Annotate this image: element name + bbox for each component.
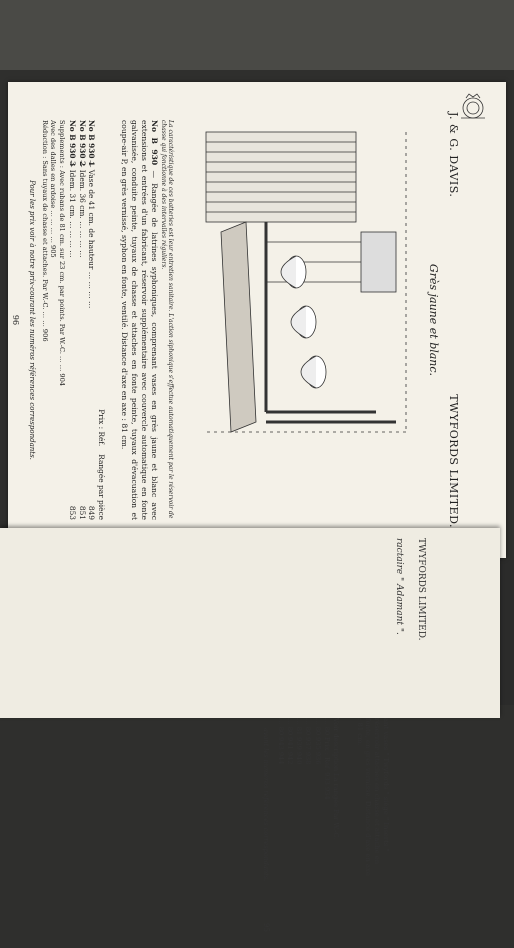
description-text: — Rangée de latrines syphoniques, comprenant vases en grès jaune et blanc avec extensions et entrées d'un fabricant, réservoir supplémentaire avec couvercle automatique en fonte galvanisée, conduite peinte, tuyaux de chasse et attaches en fonte peinte, tuyaux d'évacuation et coupe-air P, en grès vernissé, syphon en fonte, ventilé. Distance d'axe en axe : 81 cm. xyxy=(120,120,159,520)
left-price-rows xyxy=(275,718,340,878)
latrine-battery-illustration xyxy=(186,122,416,442)
row-code: No B 930 3 xyxy=(68,120,78,167)
list-item: … 81 939 940 xyxy=(295,718,304,765)
supplement-line: Supplements : Avec rubans de 81 cm. sur 23 cm. par points. Par W.-C. … … 904 xyxy=(58,120,66,387)
left-page-content xyxy=(250,528,430,948)
rotated-content-frame-left xyxy=(10,528,490,932)
catalog-page-left xyxy=(0,528,500,932)
background-top xyxy=(0,0,514,70)
left-note: avant les numéros références correspondants. xyxy=(262,728,270,882)
supplement-line: Avec des dalles en ardoise … … … … 905 xyxy=(49,120,58,258)
rotated-content-frame xyxy=(11,102,464,558)
row-code: No B 930 1 xyxy=(87,120,97,167)
page-content xyxy=(8,102,464,538)
left-description: ant vases " Twyfords " siège " Inserts " réservoir attaches en chasse et attache en fonte, en grès vernissé. Distance d'axe en axe : 81 cm. xyxy=(355,718,390,876)
supplements xyxy=(40,120,66,520)
supplement-line: Réduction : Sans tuyaux de chasse et attaches. Par W.-C. … … 906 xyxy=(40,120,49,342)
catalog-page-right xyxy=(8,82,506,558)
row-ref: 851 xyxy=(77,505,87,520)
left-page-number: 95 xyxy=(262,923,270,932)
table-header xyxy=(96,120,106,520)
table-row xyxy=(87,120,97,520)
royal-crest-logo xyxy=(456,92,490,122)
list-item: Voir description La rangée Par W.-C. xyxy=(332,718,340,840)
row-ref: 853 xyxy=(68,505,78,520)
list-item: … 80 937 938 xyxy=(304,718,313,765)
list-item: … 80 935 936 xyxy=(313,718,322,765)
header-price: Prix : Réf. xyxy=(97,409,106,447)
product-description xyxy=(120,120,159,520)
table-row xyxy=(77,120,87,520)
row-text: — Vase de 41 cm. de hauteur … … … … xyxy=(87,160,97,309)
price-note: Pour les prix voir à notre prix-courant les numéros références correspondants. xyxy=(28,180,36,460)
price-table xyxy=(68,120,107,520)
illustration-caption: La caractéristique de ces batteries est leur entretien sanitaire. L'action siphonique s'effectue automatiquement par le réservoir de chasse qui fonctionne à des intervalles réguliers. xyxy=(159,120,174,519)
left-header: TWYFORDS LIMITED. xyxy=(416,538,426,641)
row-code: No B 930 2 xyxy=(77,120,87,167)
table-row xyxy=(68,120,78,520)
page-subtitle: Grès jaune et blanc. xyxy=(427,263,440,377)
row-text: — Idem. 36 cm. … … … … xyxy=(77,160,87,258)
left-subtitle: ractaire " Adamant ". xyxy=(394,538,404,635)
page-number: 96 xyxy=(11,314,20,326)
row-text: — Idem. 31 cm. … … … … xyxy=(68,160,78,258)
list-item: … 80 Prix : Réf. 933 934 xyxy=(322,718,331,800)
header-ranged: Rangée par pièce xyxy=(97,454,106,520)
list-item: … 80 941 942 xyxy=(285,718,294,765)
header-right: TWYFORDS LIMITED. xyxy=(447,394,460,528)
description-code: No B 930 xyxy=(150,120,159,166)
list-item: … 80 943 944 xyxy=(276,718,285,765)
row-ref: 849 xyxy=(87,505,97,520)
header-left: J. & G. DAVIS. xyxy=(447,112,460,198)
